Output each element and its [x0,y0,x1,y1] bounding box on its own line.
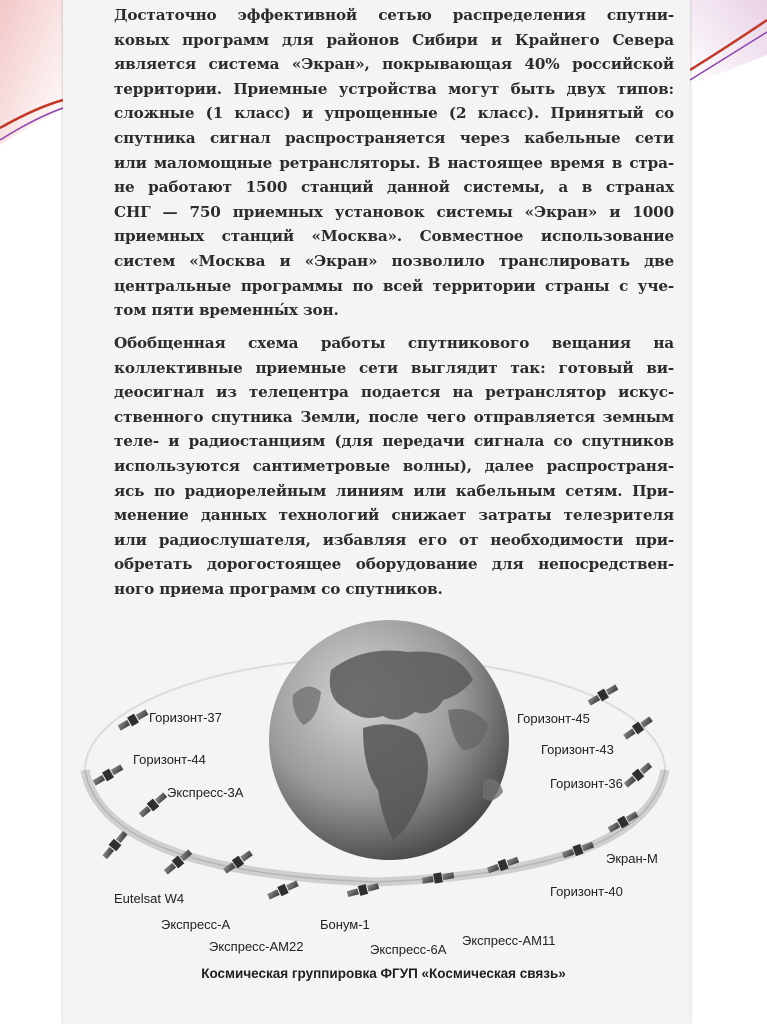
label-express-3a: Экспресс-3А [167,785,244,800]
label-horizont-45: Горизонт-45 [517,711,590,726]
paragraph-1 [114,3,674,323]
label-horizont-43: Горизонт-43 [541,742,614,757]
satellite-icon [117,708,150,733]
text-line: СНГ — 750 приемных установок системы «Экран» и 1000 [114,202,674,221]
text-line: не работают 1500 станций данной системы, а в странах [114,178,674,197]
label-horizont-37: Горизонт-37 [149,710,222,725]
satellite-icon [622,715,654,742]
label-express-am22: Экспресс-АМ22 [209,939,304,954]
label-ekran-m: Экран-М [606,851,658,866]
satellite-icon [92,763,125,788]
label-eutelsat-w4: Eutelsat W4 [114,891,185,906]
text-line: теле- и радиостанциям (для передачи сигнала со спутников [114,432,674,451]
label-horizont-44: Горизонт-44 [133,752,206,767]
text-line: ясь по радиорелейным линиям или кабельным сетям. При- [114,481,674,500]
earth-globe [269,620,509,860]
label-bonum-1: Бонум-1 [320,917,370,932]
text-line: Достаточно эффективной сетью распределения спутни- [114,6,674,24]
text-line: коллективные приемные сети выглядит так: готовый ви- [114,358,674,377]
figure-caption: Космическая группировка ФГУП «Космическая связь» [201,966,566,981]
satellite-icon [623,761,654,789]
text-line: территории. Приемные устройства могут быть двух типов: [114,79,674,98]
text-line: ственного спутника Земли, после чего отправляется земным [114,407,674,426]
text-line: том пяти временны́х зон. [114,301,339,320]
text-line: деосигнал из телецентра подается на ретранслятор искус- [114,383,674,402]
text-line: используются сантиметровые волны), далее распространя- [114,456,674,475]
text-line: менение данных технологий снижает затраты телезрителя [114,506,674,525]
text-line: систем «Москва и «Экран» позволило транслировать две [114,251,674,270]
label-horizont-40: Горизонт-40 [550,884,623,899]
text-line: центральные программы по всей территории страны с уче- [114,276,674,295]
text-line: спутника сигнал распространяется через кабельные сети [114,128,674,147]
text-line: или радиослушателя, избавляя его от необходимости при- [114,530,674,549]
paragraph-2 [114,331,674,602]
label-express-am11: Экспресс-АМ11 [462,933,556,948]
text-line: является система «Экран», покрывающая 40% российской [114,55,674,74]
text-line: приемных станций «Москва». Совместное использование [114,227,674,246]
text-line: обретать дорогостоящее оборудование для непосредствен- [114,555,674,574]
satellite-icon [101,830,129,861]
text-line: Обобщенная схема работы спутникового вещания на [114,334,674,352]
label-horizont-36: Горизонт-36 [550,776,623,791]
satellite-icon [266,879,299,902]
label-express-a: Экспресс-А [161,917,231,932]
satellite-icon [138,791,169,819]
text-line: сложные (1 класс) и упрощенные (2 класс). Принятый со [114,104,674,123]
text-line: ного приема программ со спутников. [114,579,443,598]
label-express-6a: Экспресс-6А [370,942,447,957]
text-line: или маломощные ретрансляторы. В настоящее время в стра- [114,153,674,172]
text-line: ковых программ для районов Сибири и Крайнего Севера [114,30,674,49]
